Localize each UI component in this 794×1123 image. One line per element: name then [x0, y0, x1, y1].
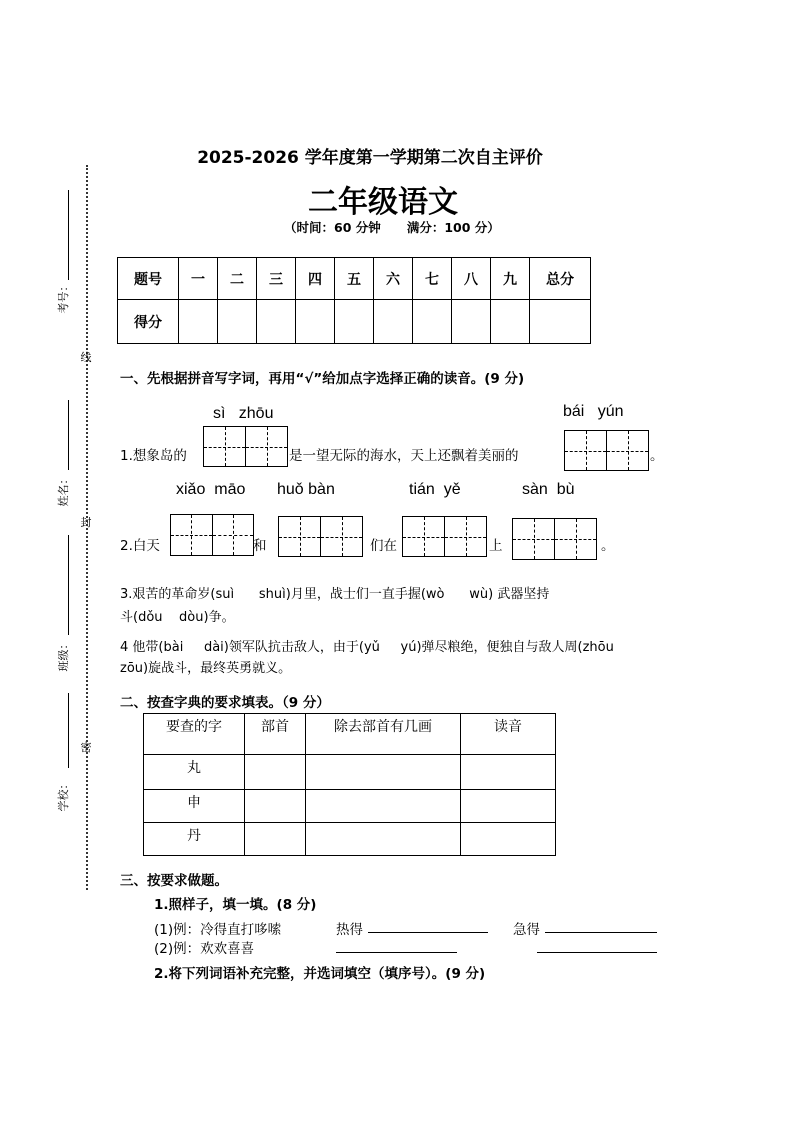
score-cell[interactable]	[374, 300, 413, 344]
dict-cell[interactable]	[461, 755, 556, 790]
q1-text-b: 是一望无际的海水，天上还飘着美丽的	[289, 448, 519, 464]
q2-text-b: 和	[253, 538, 267, 554]
answer-blank[interactable]	[336, 938, 457, 953]
class-blank	[68, 535, 69, 635]
writing-grid[interactable]	[402, 516, 487, 557]
example2-text: (2)例：欢欢喜喜	[154, 941, 255, 957]
score-col: 八	[452, 258, 491, 300]
writing-grid[interactable]	[203, 426, 288, 467]
pinyin-san-bu: sàn bù	[522, 481, 575, 498]
subject-title: 二年级语文	[308, 185, 458, 220]
score-table	[117, 257, 591, 344]
dict-cell[interactable]	[245, 755, 306, 790]
time-info: （时间：60 分钟 满分：100 分）	[284, 220, 500, 235]
score-row-label: 得分	[118, 300, 179, 344]
writing-grid[interactable]	[564, 430, 649, 471]
section3-sub1: 1.照样子，填一填。(8 分)	[154, 897, 317, 913]
score-cell[interactable]	[530, 300, 591, 344]
answer-blank[interactable]	[368, 918, 488, 933]
line-marker: 线	[80, 351, 92, 364]
score-col: 七	[413, 258, 452, 300]
example1-hot-label: 热得	[336, 922, 363, 938]
q3-line2: 斗(dǒu dòu)争。	[120, 610, 235, 625]
q3-line1: 3.艰苦的革命岁(suì shuì)月里，战士们一直手握(wò wù) 武器坚持	[120, 587, 550, 602]
dict-header: 读音	[461, 714, 556, 755]
section3-heading: 三、按要求做题。	[120, 873, 228, 889]
q1-text-a: 1.想象岛的	[120, 448, 187, 464]
score-cell[interactable]	[491, 300, 530, 344]
seal-marker: 封	[80, 516, 92, 529]
score-col: 五	[335, 258, 374, 300]
score-cell[interactable]	[179, 300, 218, 344]
dict-char: 丸	[144, 755, 245, 790]
dict-header: 要查的字	[144, 714, 245, 755]
writing-grid[interactable]	[278, 516, 363, 557]
example1-text: (1)例：冷得直打哆嗦	[154, 922, 282, 938]
q2-text-a: 2.白天	[120, 538, 160, 554]
q4-line1: 4 他带(bài dài)领军队抗击敌人，由于(yǔ yú)弹尽粮绝，便独自与敌人周(zhōu	[120, 640, 614, 655]
section2-heading: 二、按查字典的要求填表。（9 分）	[120, 695, 330, 711]
name-blank	[68, 400, 69, 470]
q2-text-c: 们在	[370, 538, 397, 554]
score-col: 二	[218, 258, 257, 300]
score-cell[interactable]	[296, 300, 335, 344]
writing-grid[interactable]	[170, 514, 254, 556]
score-col: 四	[296, 258, 335, 300]
exam-no-label: 考号：	[57, 280, 70, 314]
score-col: 六	[374, 258, 413, 300]
dict-cell[interactable]	[306, 755, 461, 790]
score-cell[interactable]	[452, 300, 491, 344]
pinyin-tian-ye: tián yě	[409, 481, 461, 498]
score-header-label: 题号	[118, 258, 179, 300]
score-cell[interactable]	[218, 300, 257, 344]
dict-cell[interactable]	[306, 790, 461, 823]
pinyin-si-zhou: sì zhōu	[213, 405, 274, 422]
school-label: 学校：	[57, 778, 70, 812]
name-label: 姓名：	[57, 473, 70, 507]
section3-sub2: 2.将下列词语补充完整，并选词填空（填序号）。(9 分)	[154, 966, 486, 982]
score-col: 一	[179, 258, 218, 300]
dictionary-table	[143, 713, 556, 856]
score-cell[interactable]	[257, 300, 296, 344]
term-title: 2025-2026 学年度第一学期第二次自主评价	[197, 148, 543, 168]
answer-blank[interactable]	[537, 938, 657, 953]
dict-header: 部首	[245, 714, 306, 755]
score-col: 三	[257, 258, 296, 300]
score-col-total: 总分	[530, 258, 591, 300]
pinyin-huo-ban: huǒ bàn	[277, 481, 335, 498]
score-col: 九	[491, 258, 530, 300]
dict-cell[interactable]	[245, 823, 306, 856]
score-cell[interactable]	[335, 300, 374, 344]
sealed-marker: 密	[80, 741, 92, 754]
pinyin-xiao-mao: xiǎo māo	[176, 481, 246, 498]
section1-heading: 一、先根据拼音写字词，再用“√”给加点字选择正确的读音。(9 分)	[120, 371, 525, 387]
pinyin-bai-yun: bái yún	[563, 403, 624, 420]
score-cell[interactable]	[413, 300, 452, 344]
q4-line2: zōu)旋战斗，最终英勇就义。	[120, 661, 292, 676]
dict-cell[interactable]	[306, 823, 461, 856]
answer-blank[interactable]	[545, 918, 657, 933]
writing-grid[interactable]	[512, 518, 597, 560]
dict-cell[interactable]	[245, 790, 306, 823]
school-blank	[68, 693, 69, 768]
q2-text-d: 上	[489, 538, 503, 554]
dict-cell[interactable]	[461, 823, 556, 856]
dict-header: 除去部首有几画	[306, 714, 461, 755]
q1-text-c: 。	[650, 448, 664, 464]
class-label: 班级：	[57, 638, 70, 672]
dict-cell[interactable]	[461, 790, 556, 823]
example1-anxious-label: 急得	[513, 922, 540, 938]
dict-char: 丹	[144, 823, 245, 856]
dict-char: 申	[144, 790, 245, 823]
q2-text-e: 。	[601, 538, 615, 554]
